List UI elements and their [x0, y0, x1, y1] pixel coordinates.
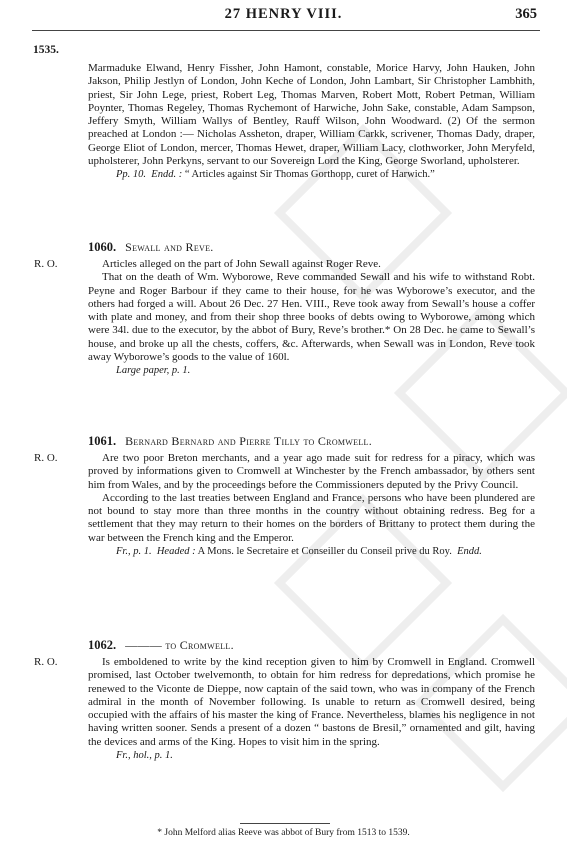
- intro-block: [88, 62, 535, 182]
- entry-body-1061: [88, 452, 535, 558]
- entry-heading-1061: [88, 434, 535, 449]
- entry-title: Bernard Bernard and Pierre Tilly to Cromwell.: [125, 434, 373, 448]
- intro-citation: [88, 168, 535, 181]
- entry-title: Sewall and Reve.: [125, 240, 214, 254]
- entry-citation: [88, 364, 535, 377]
- entry-heading-1062: [88, 638, 535, 653]
- entry-citation: [88, 545, 535, 558]
- entry-title: ——— to Cromwell.: [125, 638, 234, 652]
- header-rule: [32, 30, 540, 31]
- entry-body-1060: [88, 258, 535, 378]
- entry-heading-1060: [88, 240, 535, 255]
- margin-source: R. O.: [34, 656, 58, 668]
- entry-paragraph: Articles alleged on the part of John Sewall against Roger Reve.: [102, 258, 381, 270]
- cite-format: Fr., p. 1.: [116, 546, 152, 558]
- page-number: 365: [515, 6, 537, 22]
- cite-text: Fr., hol., p. 1.: [116, 750, 173, 762]
- entry-number: 1060.: [88, 240, 117, 254]
- entry-number: 1062.: [88, 638, 117, 652]
- entry-citation: [88, 749, 535, 762]
- entry-paragraph: According to the last treaties between England and France, persons who have been plundered are not bound to stay more than three months in the country without obtaining redress. Beg for a settlement that they may return to their homes on the borders of Brittany to protect them during the war between the French king and the Emperor.: [88, 491, 535, 544]
- entry-paragraph: That on the death of Wm. Wyborowe, Reve commanded Sewall and his wife to withstand Robt. Peyne and Roger Barbour if they came to their house, for he was Wyborowe’s executor, and the others had forged a will. About 26 Dec. 27 Hen. VIII., Reve took away from Sewall’s house a coffer with plate and money, and from their shop three books of debts owing to Wyborowe, among which were 34l. due to the executor, by the abbot of Bury, Reve’s brother.* On 28 Dec. he came to Sewall’s house, and broke up all the chests, coffers, &c. Afterwards, when Sewall was in London, Reve took away Wyborowe’s goods to the value of 160l.: [88, 271, 535, 364]
- entry-paragraph: Is emboldened to write by the kind reception given to him by Cromwell in England. Cromwell promised, last October twelvemonth, to obtain for him redress for depredations, which promise he renewed to the Viconte de Dieppe, now captain of the said town, who was in company of the French admiral in the month of November following. Is unable to return as Cromwell desired, being occupied with the affairs of his master the king of France. Nevertheless, blames his negligence in not having written sooner. Sends a present of a dozen “ bastons de Bresil,” ornamented and gilt, having the devices and arms of the King. Hopes to visit him in the spring.: [88, 656, 535, 748]
- cite-headed-text: A Mons. le Secretaire et Conseiller du Conseil prive du Roy.: [197, 546, 452, 558]
- cite-pages: Pp. 10.: [116, 169, 147, 181]
- entry-number: 1061.: [88, 434, 117, 448]
- footnote: * John Melford alias Reeve was abbot of Bury from 1513 to 1539.: [157, 828, 410, 838]
- cite-headed-label: Headed :: [156, 546, 196, 558]
- margin-source: R. O.: [34, 258, 58, 270]
- cite-endd-text: “ Articles against Sir Thomas Gorthopp, curet of Harwich.”: [184, 169, 435, 181]
- running-header-title: 27 HENRY VIII.: [224, 6, 343, 22]
- footnote-rule: [240, 823, 330, 824]
- cite-endd-label: Endd. :: [151, 169, 183, 181]
- margin-source: R. O.: [34, 452, 58, 464]
- entry-body-1062: [88, 656, 535, 762]
- intro-paragraph: Marmaduke Elwand, Henry Fissher, John Hamont, constable, Morice Harvy, John Hauken, John Jakson, Philip Jestlyn of London, John Keche of London, John Lambart, Sir Christopher Lambhith, priest, Sir John Lege, priest, Robert Leg, Thomas Marven, Robert Mott, Robert Petman, William Poynter, Thomas Regeley, Thomas Rychemont of Harwiche, John Sake, constable, Adam Sampson, Jeffery Smyth, William Wallys of Bentley, Rauff Wilson, John Woodward. (2) Of the sermon preached at London :— Nicholas Assheton, draper, William Carkk, scrivener, Thomas Dady, draper, George Eliot of London, mercer, Thomas Hewet, draper, William Lacy, clothworker, John Meryfeld, upholsterer, John Perkyns, servant to our Sovereign Lord the King, George Sworland, upholsterer.: [88, 62, 535, 168]
- cite-text: Large paper, p. 1.: [116, 365, 191, 377]
- cite-endd: Endd.: [457, 546, 482, 558]
- year-label: 1535.: [33, 44, 59, 56]
- entry-paragraph: Are two poor Breton merchants, and a year ago made suit for redress for a piracy, which was proved by informations given to Cromwell at Winchester by the French ambassador, by others sent him from Wales, and by the proceedings before the Commissioners deputed by the Privy Council.: [88, 452, 535, 491]
